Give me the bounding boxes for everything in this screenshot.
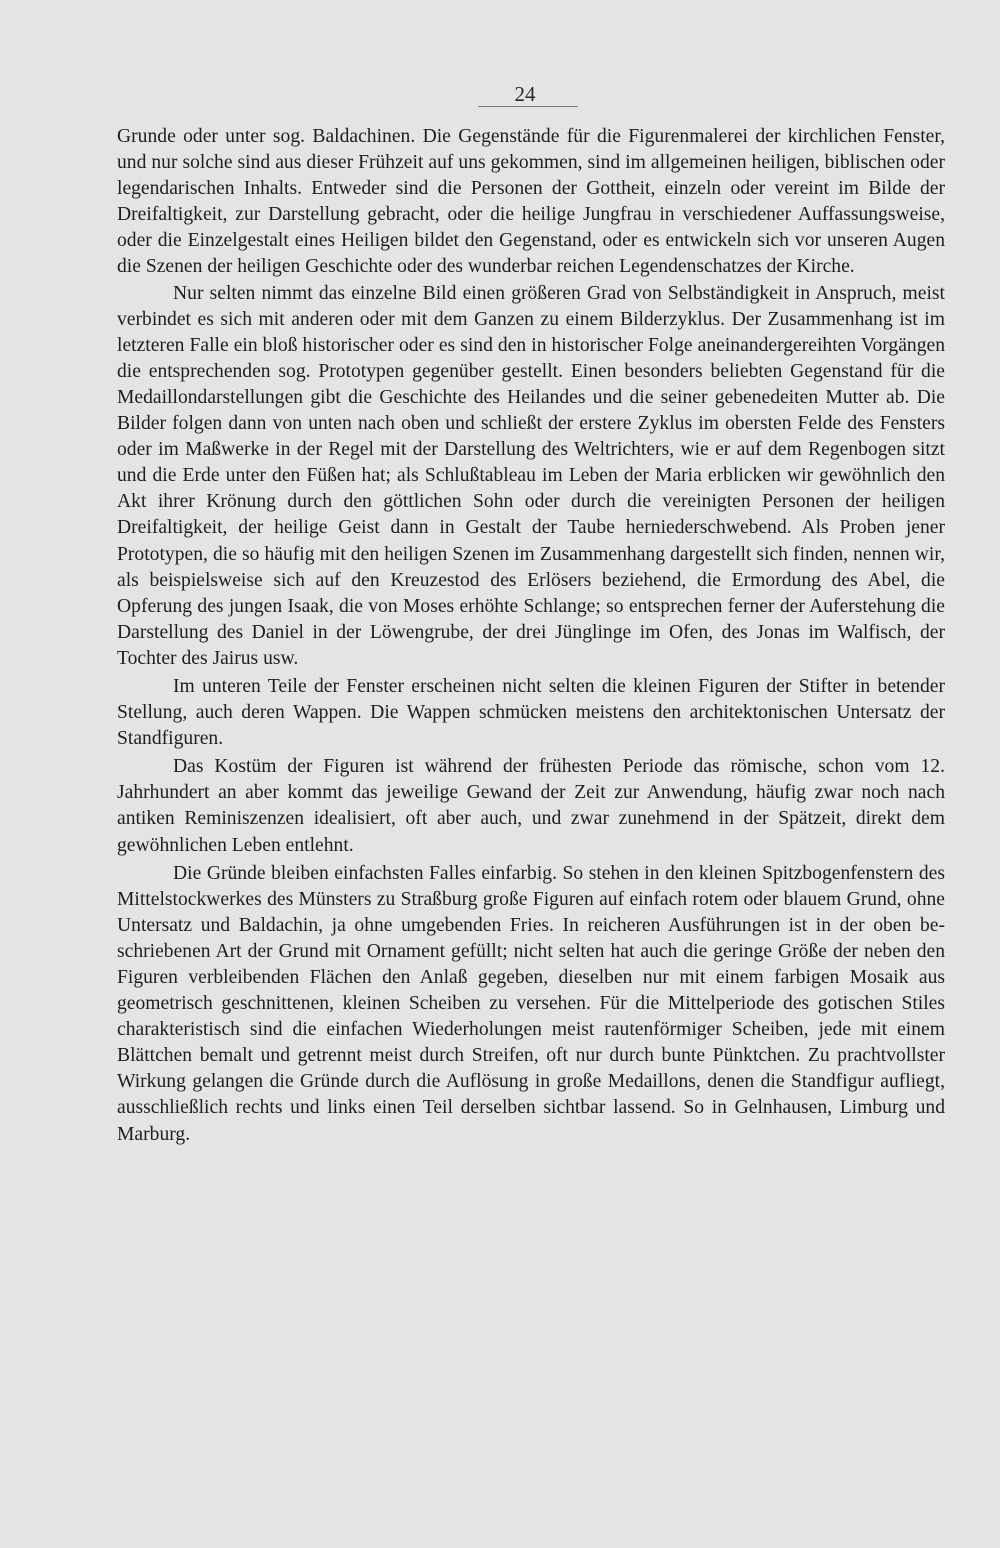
paragraph: Die Gründe bleiben einfachsten Falles einfarbig. So stehen in den kleinen Spitzbogenfenstern des Mittelstockwerkes des Münsters zu Straßburg große Figuren auf einfach rotem oder blauem Grund, ohne Untersatz und Baldachin, ja ohne umgebenden Fries. In reicheren Ausführungen ist in der oben beschriebenen Art der Grund mit Ornament gefüllt; nicht selten hat auch die geringe Größe der neben den Figuren verbleibenden Flächen den Anlaß gegeben, dieselben nur mit einem farbigen Mosaik aus geometrisch geschnittenen, kleinen Scheiben zu versehen. Für die Mittelperiode des gotischen Stiles charakteristisch sind die einfachen Wiederholungen meist rautenförmiger Scheiben, jede mit einem Blättchen bemalt und getrennt meist durch Streifen, oft nur durch bunte Pünktchen. Zu prachtvollster Wirkung gelangen die Gründe durch die Auflösung in große Medaillons, denen die Standfigur aufliegt, ausschließlich rechts und links einen Teil derselben sichtbar lassend. So in Gelnhausen, Limburg und Marburg. [117, 862, 945, 1145]
body-text [117, 124, 945, 1148]
paragraph: Grunde oder unter sog. Baldachinen. Die Gegenstände für die Figurenmalerei der kirchlichen Fenster, und nur solche sind aus dieser Frühzeit auf uns gekommen, sind im allgemeinen heiligen, biblischen oder legendarischen Inhalts. Entweder sind die Personen der Gottheit, einzeln oder vereint im Bilde der Dreifaltigkeit, zur Darstellung gebracht, oder die heilige Jungfrau in verschiedener Auffassungsweise, oder die Einzelgestalt eines Heiligen bildet den Gegenstand, oder es entwickeln sich vor unseren Augen die Szenen der heiligen Geschichte oder des wunderbar reichen Legendenschatzes der Kirche. [117, 126, 945, 278]
header-rule [478, 106, 578, 107]
paragraph: Das Kostüm der Figuren ist während der frühesten Periode das römische, schon vom 12. Jahrhundert an aber kommt das jeweilige Gewand der Zeit zur Anwendung, häufig zwar noch nach antiken Reminiszenzen idealisiert, oft aber auch, und zwar zunehmend in der Spätzeit, direkt dem gewöhnlichen Leben entlehnt. [117, 756, 945, 856]
page-number: 24 [514, 82, 536, 106]
paragraph: Im unteren Teile der Fenster erscheinen nicht selten die kleinen Figuren der Stifter in betender Stellung, auch deren Wappen. Die Wappen schmücken meistens den architektonischen Untersatz der Standfiguren. [117, 675, 945, 750]
paragraph: Nur selten nimmt das einzelne Bild einen größeren Grad von Selbständigkeit in Anspruch, meist verbindet es sich mit anderen oder mit dem Ganzen zu einem Bilderzyklus. Der Zusammenhang ist im letzteren Falle ein bloß historischer oder es sind den in historischer Folge aneinandergereihten Vorgängen die entsprechenden sog. Prototypen gegenüber gestellt. Einen besonders beliebten Gegenstand für die Medaillondarstellungen gibt die Geschichte des Heilandes und die seiner gebenedeiten Mutter ab. Die Bilder folgen dann von unten nach oben und schließt der erstere Zyklus im obersten Felde des Fensters oder im Maßwerke in der Regel mit der Darstellung des Weltrichters, wie er auf dem Regenbogen sitzt und die Erde unter den Füßen hat; als Schlußtableau im Leben der Maria erblicken wir gewöhnlich den Akt ihrer Krönung durch den göttlichen Sohn oder durch die vereinigten Personen der heiligen Dreifaltigkeit, der heilige Geist dann in Gestalt der Taube herniederschwebend. Als Proben jener Prototypen, die so häufig mit den heiligen Szenen im Zusammenhang dargestellt sich finden, nennen wir, als beispielsweise sich auf den Kreuzestod des Erlösers beziehend, die Ermordung des Abel, die Opferung des jungen Isaak, die von Moses erhöhte Schlange; so entsprechen ferner der Auferstehung die Darstellung des Daniel in der Löwengrube, der drei Jünglinge im Ofen, des Jonas im Walfisch, der Tochter des Jairus usw. [117, 282, 945, 669]
